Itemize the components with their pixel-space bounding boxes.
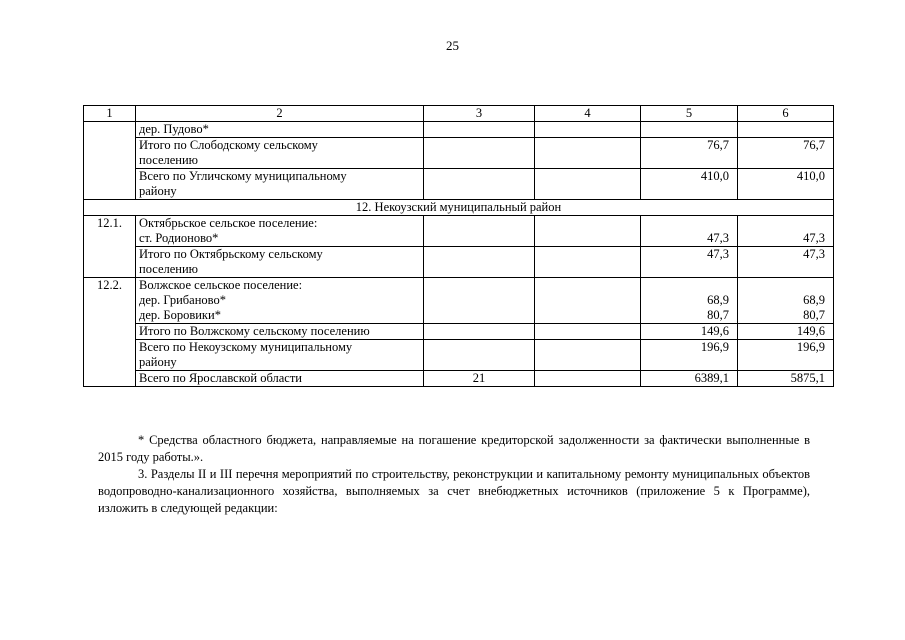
row-name: Всего по Ярославской области bbox=[136, 371, 424, 387]
row-name: Волжское сельское поселение: дер. Грибаново* дер. Боровики* bbox=[136, 278, 424, 324]
row-value-5: 6389,1 bbox=[641, 371, 738, 387]
row-value-5: 76,7 bbox=[641, 138, 738, 169]
header-col-3: 3 bbox=[424, 106, 535, 122]
table-row bbox=[84, 216, 834, 247]
row-value-6: 47,3 bbox=[738, 247, 834, 278]
header-col-2: 2 bbox=[136, 106, 424, 122]
row-name: Октябрьское сельское поселение: ст. Родионово* bbox=[136, 216, 424, 247]
row-value-5: 410,0 bbox=[641, 169, 738, 200]
row-value-6: 5875,1 bbox=[738, 371, 834, 387]
item-3-paragraph: 3. Разделы II и III перечня мероприятий по строительству, реконструкции и капитальному ремонту муниципальных объектов водопроводно-канализационного хозяйства, выполняемых за счет внебюджетных источников (приложение 5 к Программе), изложить в следующей редакции: bbox=[98, 467, 810, 515]
header-col-5: 5 bbox=[641, 106, 738, 122]
page-number: 25 bbox=[446, 38, 459, 53]
table-row bbox=[84, 371, 834, 387]
table-header-row bbox=[84, 106, 834, 122]
table-row bbox=[84, 122, 834, 138]
header-col-1: 1 bbox=[84, 106, 136, 122]
row-value-5: 196,9 bbox=[641, 340, 738, 371]
table-row bbox=[84, 278, 834, 324]
table-row bbox=[84, 169, 834, 200]
table-row bbox=[84, 247, 834, 278]
table-row bbox=[84, 138, 834, 169]
row-number: 12.1. bbox=[84, 216, 136, 278]
row-value-3: 21 bbox=[424, 371, 535, 387]
row-number: 12.2. bbox=[84, 278, 136, 387]
header-col-4: 4 bbox=[535, 106, 641, 122]
row-value-5: 68,9 80,7 bbox=[641, 278, 738, 324]
row-value-6: 68,9 80,7 bbox=[738, 278, 834, 324]
program-table bbox=[83, 105, 834, 387]
section-header-row bbox=[84, 200, 834, 216]
row-name: Итого по Октябрьскому сельскому поселению bbox=[136, 247, 424, 278]
row-name: Итого по Слободскому сельскому поселению bbox=[136, 138, 424, 169]
row-value-6: 47,3 bbox=[738, 216, 834, 247]
row-name: Всего по Некоузскому муниципальному району bbox=[136, 340, 424, 371]
footnote: * Средства областного бюджета, направляемые на погашение кредиторской задолженности за фактически выполненные в 2015 году работы.». bbox=[98, 433, 810, 464]
row-value-6: 76,7 bbox=[738, 138, 834, 169]
row-name: Всего по Угличскому муниципальному району bbox=[136, 169, 424, 200]
row-value-6: 149,6 bbox=[738, 324, 834, 340]
row-value-5: 149,6 bbox=[641, 324, 738, 340]
row-value-5: 47,3 bbox=[641, 247, 738, 278]
table-row bbox=[84, 340, 834, 371]
row-name: Итого по Волжскому сельскому поселению bbox=[136, 324, 424, 340]
notes-block bbox=[98, 432, 810, 517]
section-title: 12. Некоузский муниципальный район bbox=[84, 200, 834, 216]
row-value-5: 47,3 bbox=[641, 216, 738, 247]
row-value-6: 196,9 bbox=[738, 340, 834, 371]
header-col-6: 6 bbox=[738, 106, 834, 122]
row-name: дер. Пудово* bbox=[136, 122, 424, 138]
table-row bbox=[84, 324, 834, 340]
row-value-6: 410,0 bbox=[738, 169, 834, 200]
